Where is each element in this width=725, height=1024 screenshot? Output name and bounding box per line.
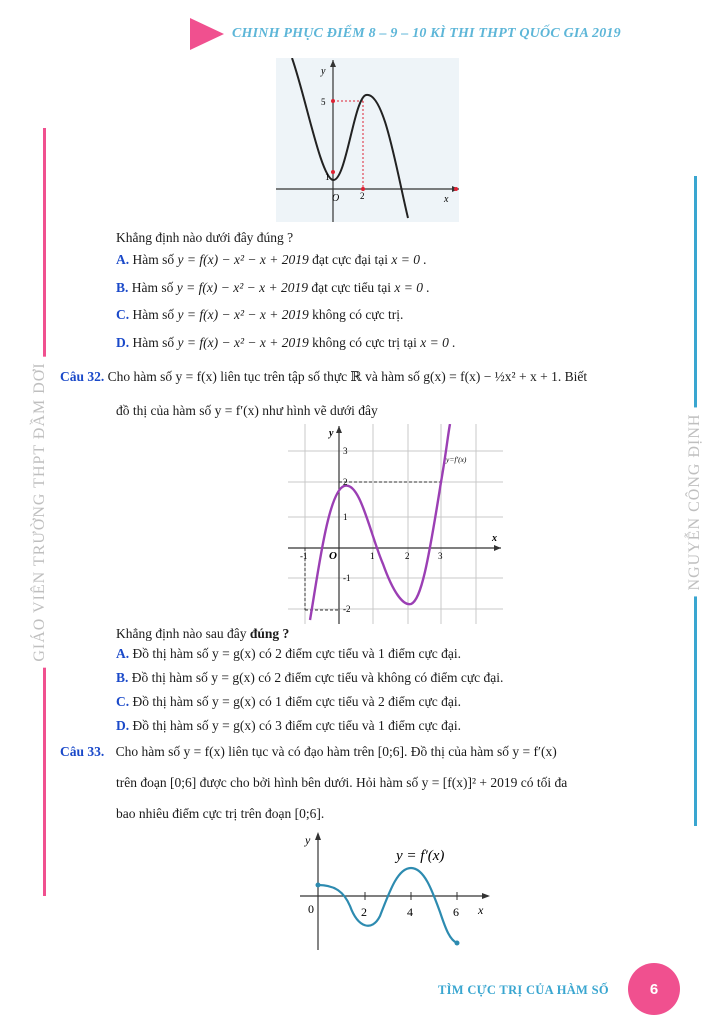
tick-2: 2	[360, 191, 365, 201]
option-key: D.	[116, 335, 130, 350]
q31-option-a	[116, 252, 427, 268]
x-tick: 6	[453, 905, 459, 919]
x-tick: 2	[405, 551, 410, 561]
q32-line-1	[60, 369, 587, 385]
q32-option-b	[116, 670, 503, 686]
question-text: Cho hàm số y = f(x) liên tục trên tập số thực ℝ và hàm số g(x) = f(x) − ½x² + x + 1. Biết	[107, 369, 588, 384]
option-post: đạt cực tiểu tại	[311, 280, 391, 295]
option-text: Đồ thị hàm số y = g(x) có 2 điểm cực tiểu và 1 điểm cực đại.	[132, 646, 462, 661]
right-side-text: NGUYỄN CÔNG ĐỊNH	[686, 408, 704, 597]
option-cond: x = 0 .	[420, 335, 456, 350]
option-expr: y = f(x) − x² − x + 2019	[177, 252, 309, 267]
prompt-text: Khẳng định nào sau đây	[116, 626, 247, 641]
curve	[310, 424, 450, 620]
graph-label: y=f'(x)	[446, 455, 467, 464]
option-key: A.	[116, 646, 130, 661]
option-key: A.	[116, 252, 130, 267]
option-cond: x = 0 .	[394, 280, 430, 295]
y-label: y	[321, 66, 326, 77]
figure-1	[276, 58, 459, 222]
option-pre: Hàm số	[131, 280, 174, 295]
curve	[292, 58, 408, 218]
option-text: Đồ thị hàm số y = g(x) có 1 điểm cực tiểu và 2 điểm cực đại.	[132, 694, 462, 709]
tick-5: 5	[321, 97, 326, 107]
q32-prompt	[116, 626, 289, 642]
page-number-badge	[628, 963, 680, 1015]
graph-label: y = f′(x)	[396, 848, 445, 864]
y-label: y	[305, 833, 311, 847]
y-label: y	[329, 428, 334, 439]
figure-3	[300, 830, 492, 952]
origin: 0	[308, 902, 314, 916]
option-expr: y = f(x) − x² − x + 2019	[176, 280, 308, 295]
origin: O	[332, 193, 340, 204]
q32-option-a	[116, 646, 461, 662]
curve	[318, 868, 457, 943]
y-tick: 1	[343, 512, 348, 522]
x-tick: 2	[361, 905, 367, 919]
question-label: Câu 33.	[60, 744, 105, 759]
option-pre: Hàm số	[132, 335, 175, 350]
figure-3-graph	[300, 830, 492, 952]
option-expr: y = f(x) − x² − x + 2019	[177, 307, 309, 322]
option-post: không có cực trị tại	[312, 335, 417, 350]
q32-option-c	[116, 694, 461, 710]
option-post: đạt cực đại tại	[312, 252, 388, 267]
left-side-text: GIÁO VIÊN TRƯỜNG THPT ĐẦM DƠI	[31, 356, 49, 667]
q31-option-d	[116, 335, 456, 351]
x-label: x	[444, 194, 449, 205]
prompt-bold: đúng ?	[249, 626, 290, 641]
y-tick: 3	[343, 446, 348, 456]
option-text: Đồ thị hàm số y = g(x) có 2 điểm cực tiểu và không có điểm cực đại.	[131, 670, 504, 685]
question-label: Câu 32.	[60, 369, 105, 384]
option-cond: x = 0 .	[391, 252, 427, 267]
option-key: C.	[116, 307, 130, 322]
footer-title: TÌM CỰC TRỊ CỦA HÀM SỐ	[438, 983, 609, 997]
tick-1: 1	[325, 172, 330, 182]
x-tick: 1	[370, 551, 375, 561]
y-tick: -2	[343, 604, 351, 614]
x-label: x	[478, 903, 484, 917]
figure-2	[288, 424, 503, 624]
option-key: B.	[116, 670, 129, 685]
header-title: CHINH PHỤC ĐIỂM 8 – 9 – 10 KÌ THI THPT QUỐC GIA 2019	[232, 26, 621, 41]
y-tick: -1	[343, 573, 351, 583]
page-number: 6	[649, 980, 659, 998]
q33-line-1	[60, 744, 557, 760]
q33-line-3: bao nhiêu điểm cực trị trên đoạn [0;6].	[116, 806, 325, 821]
q32-line-2: đồ thị của hàm số y = f′(x) như hình vẽ dưới đây	[116, 403, 378, 418]
option-expr: y = f(x) − x² − x + 2019	[177, 335, 309, 350]
q31-prompt: Khẳng định nào dưới đây đúng ?	[116, 230, 294, 245]
option-pre: Hàm số	[132, 307, 175, 322]
option-pre: Hàm số	[132, 252, 175, 267]
option-key: B.	[116, 280, 129, 295]
header-arrow-icon	[190, 18, 224, 50]
q32-option-d	[116, 718, 461, 734]
question-text: Cho hàm số y = f(x) liên tục và có đạo hàm trên [0;6]. Đồ thị của hàm số y = f′(x)	[115, 744, 557, 759]
x-label: x	[492, 533, 497, 544]
x-tick: 3	[438, 551, 443, 561]
y-tick: 2	[343, 477, 348, 487]
q33-line-2: trên đoạn [0;6] được cho bởi hình bên dưới. Hỏi hàm số y = [f(x)]² + 2019 có tối đa	[116, 775, 568, 790]
option-key: C.	[116, 694, 130, 709]
q31-option-b	[116, 280, 430, 296]
x-tick: 4	[407, 905, 413, 919]
option-key: D.	[116, 718, 130, 733]
figure-2-graph	[288, 424, 503, 624]
q31-option-c	[116, 307, 403, 323]
option-text: Đồ thị hàm số y = g(x) có 3 điểm cực tiểu và 1 điểm cực đại.	[132, 718, 462, 733]
origin: O	[329, 550, 337, 562]
option-post: không có cực trị.	[312, 307, 404, 322]
x-tick: -1	[300, 551, 308, 561]
figure-1-graph	[276, 58, 459, 222]
